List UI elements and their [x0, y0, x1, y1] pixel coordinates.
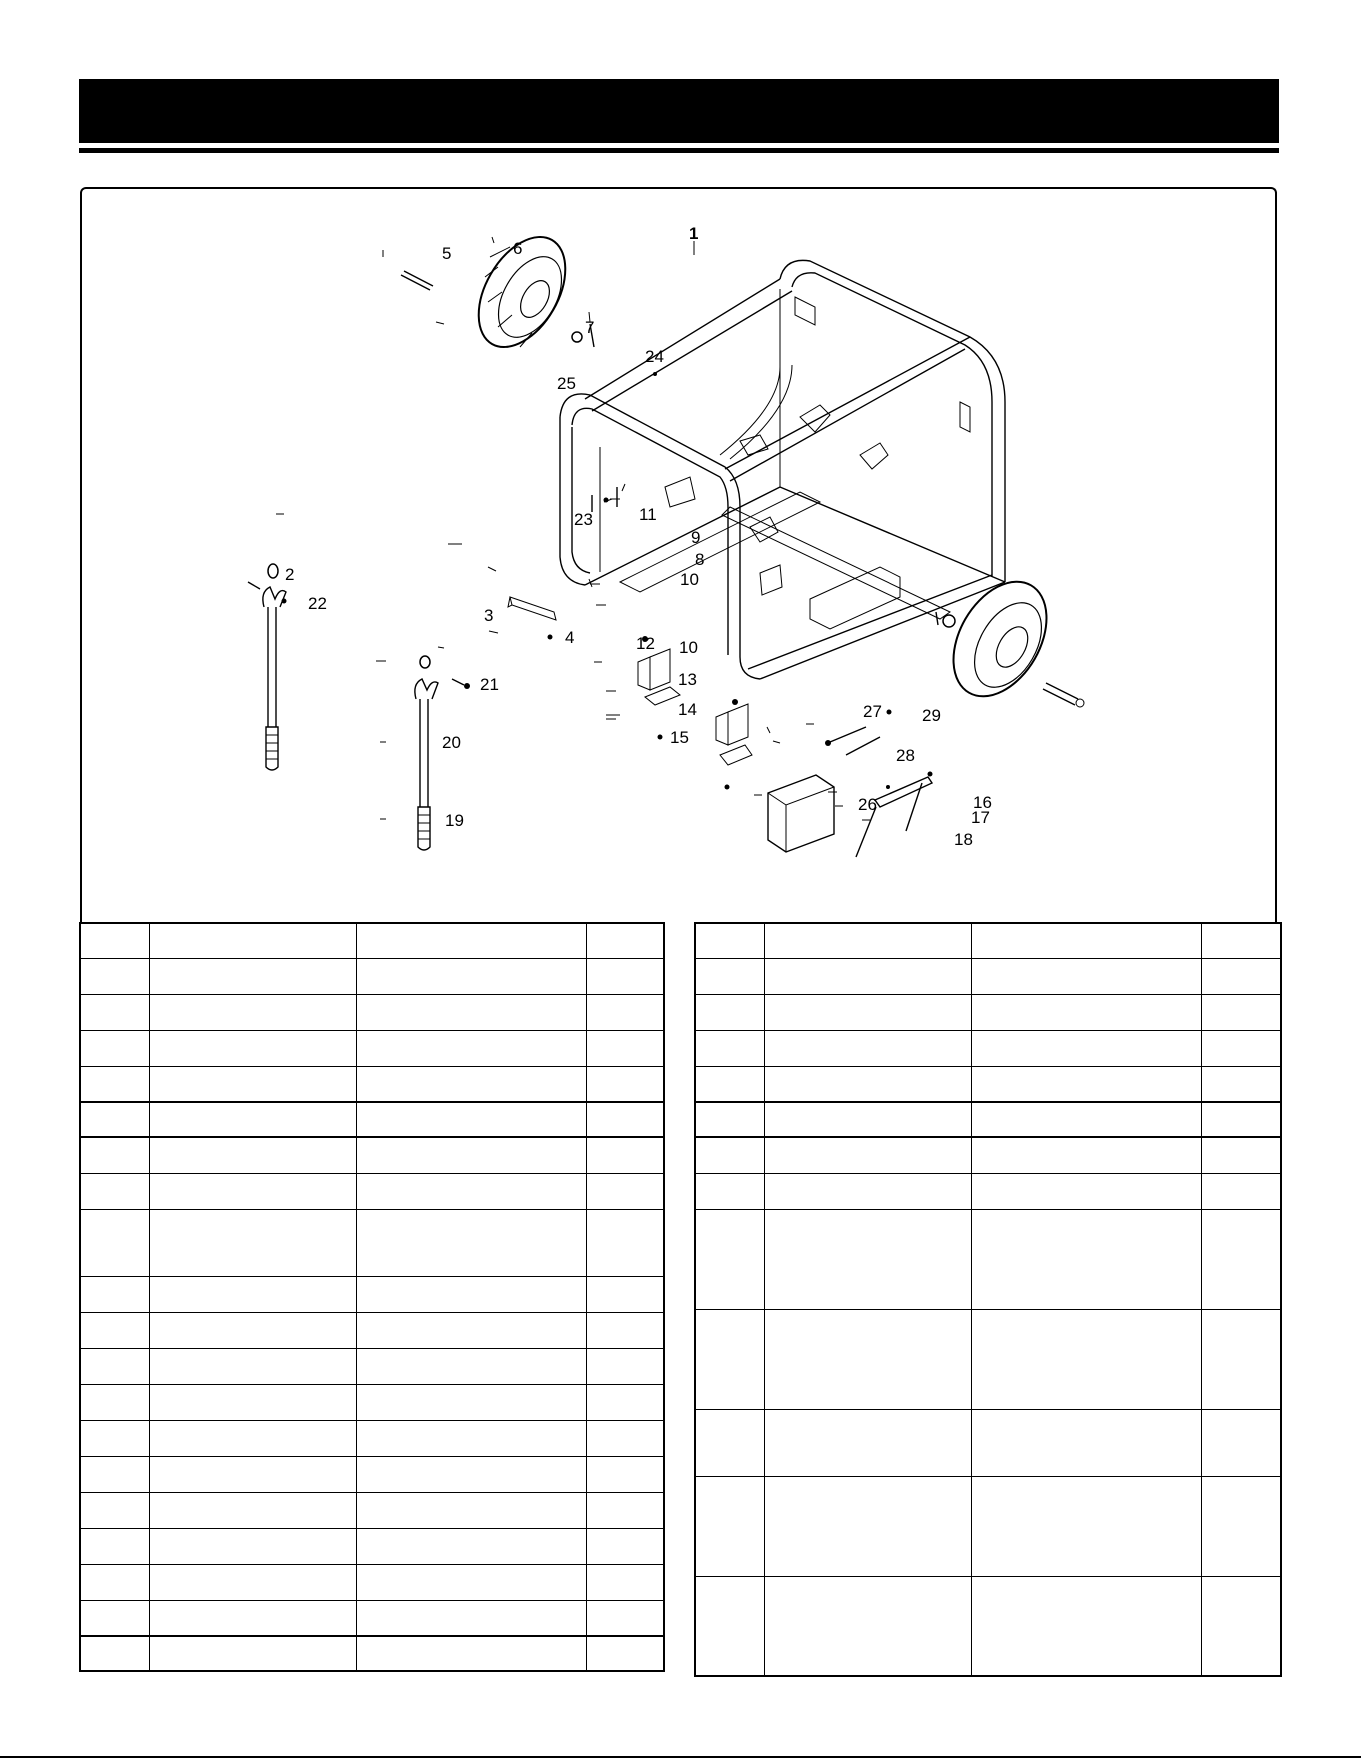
callout-12: 12 — [636, 634, 655, 653]
table-row — [80, 994, 664, 1030]
callout-20: 20 — [442, 733, 461, 752]
table-row — [695, 1476, 1281, 1576]
callout-22: 22 — [308, 594, 327, 613]
table-header-row — [695, 923, 1281, 958]
callout-14: 14 — [678, 700, 697, 719]
callout-10b: 10 — [679, 638, 698, 657]
right-wheel — [934, 565, 1084, 712]
header-bar — [79, 79, 1279, 143]
callout-8: 8 — [695, 550, 705, 569]
table-row — [695, 1309, 1281, 1409]
table-row — [80, 958, 664, 994]
table-row — [80, 1137, 664, 1173]
table-row — [80, 1636, 664, 1671]
small-parts — [508, 324, 933, 857]
table-row — [80, 1384, 664, 1420]
frame-assembly — [560, 260, 1005, 679]
table-row — [695, 1576, 1281, 1676]
table-row — [695, 994, 1281, 1030]
callout-7: 7 — [585, 318, 595, 337]
table-row — [80, 1564, 664, 1600]
callout-29: 29 — [922, 706, 941, 725]
callout-9: 9 — [691, 528, 701, 547]
table-row — [80, 1456, 664, 1492]
callout-21: 21 — [480, 675, 499, 694]
callout-18: 18 — [954, 830, 973, 849]
callout-28: 28 — [896, 746, 915, 765]
left-handle — [248, 564, 287, 770]
table-row — [695, 1137, 1281, 1173]
callout-16: 16 — [973, 793, 992, 812]
table-row — [80, 1209, 664, 1276]
table-header-row — [80, 923, 664, 958]
callout-5: 5 — [442, 244, 452, 263]
callout-25: 25 — [557, 374, 576, 393]
callout-10a: 10 — [680, 570, 699, 589]
table-row — [695, 1066, 1281, 1102]
callout-26: 26 — [858, 795, 877, 814]
callout-15: 15 — [670, 728, 689, 747]
table-row — [695, 1173, 1281, 1209]
table-row — [80, 1312, 664, 1348]
table-row — [80, 1420, 664, 1456]
parts-table-left — [79, 922, 665, 1672]
table-row — [80, 1102, 664, 1137]
table-row — [695, 1030, 1281, 1066]
table-row — [80, 1173, 664, 1209]
callout-3: 3 — [484, 606, 494, 625]
callout-19: 19 — [445, 811, 464, 830]
callout-24: 24 — [645, 347, 664, 366]
callout-4: 4 — [565, 628, 575, 647]
callout-17: 17 — [971, 808, 990, 827]
left-wheel — [401, 222, 583, 362]
parts-table-right — [694, 922, 1282, 1677]
callout-27: 27 — [863, 702, 882, 721]
callout-labels — [285, 224, 992, 849]
table-row — [695, 1102, 1281, 1137]
callout-13: 13 — [678, 670, 697, 689]
callout-6: 6 — [513, 239, 523, 258]
callout-2: 2 — [285, 565, 295, 584]
exploded-parts-diagram — [80, 187, 1277, 922]
table-row — [80, 1492, 664, 1528]
table-row — [695, 1209, 1281, 1309]
header-rule — [79, 148, 1279, 153]
table-row — [695, 958, 1281, 994]
table-row — [80, 1030, 664, 1066]
table-row — [80, 1066, 664, 1102]
leader-lines — [276, 237, 870, 820]
table-row — [80, 1348, 664, 1384]
table-row — [80, 1276, 664, 1312]
callout-1: 1 — [689, 224, 699, 243]
table-row — [80, 1600, 664, 1636]
table-row — [80, 1528, 664, 1564]
callout-11: 11 — [639, 505, 657, 524]
footer-rule — [0, 1756, 1361, 1758]
callout-23: 23 — [574, 510, 593, 529]
table-row — [695, 1409, 1281, 1476]
